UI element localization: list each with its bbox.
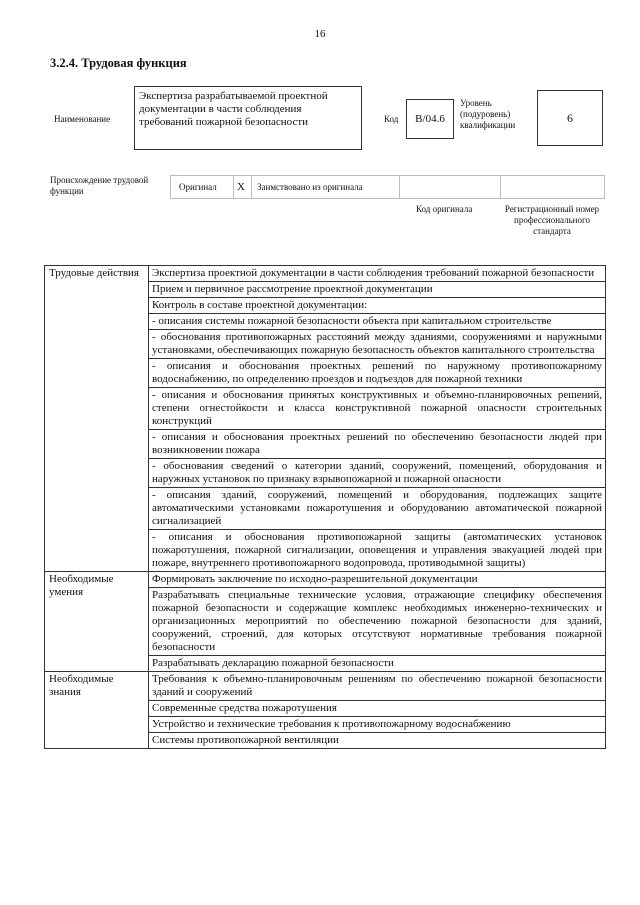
table-cell: Контроль в составе проектной документации: [149,298,606,314]
table-cell: Формировать заключение по исходно-разрешительной документации [149,572,606,588]
name-label: Наименование [54,114,111,124]
table-cell: Экспертиза проектной документации в части соблюдения требований пожарной безопасности [149,266,606,282]
section-heading: 3.2.4. Трудовая функция [50,56,187,70]
table-cell: Системы противопожарной вентиляции [149,733,606,749]
table-row [45,266,606,282]
table-cell: - обоснования противопожарных расстояний между зданиями, сооружениями и наружными установками, обеспечивающих пожарную безопасность объектов капитального строительства [149,330,606,359]
table-cell: - описания и обоснования проектных решений по обеспечению безопасности людей при возникновении пожара [149,430,606,459]
table-cell: - обоснования сведений о категории зданий, сооружений, помещений, оборудования и наружных установок по признаку взрывопожарной и пожарной опасности [149,459,606,488]
table-cell: Современные средства пожаротушения [149,701,606,717]
origin-right-cells [400,175,605,199]
function-code-box: B/04.6 [406,99,454,139]
section-title: Необходимые знания [45,672,149,749]
table-cell: Устройство и технические требования к противопожарному водоснабжению [149,717,606,733]
qualification-level-box: 6 [537,90,603,146]
table-cell: Прием и первичное рассмотрение проектной документации [149,282,606,298]
table-cell: - описания и обоснования противопожарной защиты (автоматических установок пожаротушения, пожарной сигнализации, оповещения и управления эвакуацией людей при пожаре, внутреннего противопожарного водопровода, противодымной защиты) [149,530,606,572]
level-label: Уровень (подуровень) квалификации [460,98,516,130]
table-row [45,672,606,701]
labor-function-table [44,265,606,749]
table-cell: Разрабатывать декларацию пожарной безопасности [149,656,606,672]
origin-label: Происхождение трудовой функции [50,175,149,196]
table-cell: - описания системы пожарной безопасности объекта при капитальном строительстве [149,314,606,330]
code-label: Код [384,114,399,124]
table-row [45,572,606,588]
page-number: 16 [314,28,326,40]
borrowed-label: Заимствовано из оригинала [257,182,363,192]
section-title: Необходимые умения [45,572,149,672]
reg-number-label: Регистрационный номер профессионального стандарта [504,204,600,236]
code-original-label: Код оригинала [416,204,473,214]
original-label: Оригинал [179,182,217,192]
table-cell: Требования к объемно-планировочным решениям по обеспечению пожарной безопасности зданий и сооружений [149,672,606,701]
function-name-box: Экспертиза разрабатываемой проектной документации в части соблюдения требований пожарной безопасности [134,86,362,150]
original-mark: X [237,181,245,193]
table-cell: Разрабатывать специальные технические условия, отражающие специфику обеспечения пожарной безопасности и содержащие комплекс необходимых инженерно-технических и организационных мероприятий по обеспечению пожарной безопасности для зданий, сооружений, строений, для которых отсутствуют нормативные требования пожарной безопасности [149,588,606,656]
table-cell: - описания и обоснования принятых конструктивных и объемно-планировочных решений, степени огнестойкости и класса конструктивной пожарной опасности строительных конструкций [149,388,606,430]
table-cell: - описания зданий, сооружений, помещений и оборудования, подлежащих защите автоматическими установками пожаротушения и оборудованию автоматической пожарной сигнализацией [149,488,606,530]
table-cell: - описания и обоснования проектных решений по наружному противопожарному водоснабжению, по определению проездов и подъездов для пожарной техники [149,359,606,388]
section-title: Трудовые действия [45,266,149,572]
origin-row [170,175,400,199]
